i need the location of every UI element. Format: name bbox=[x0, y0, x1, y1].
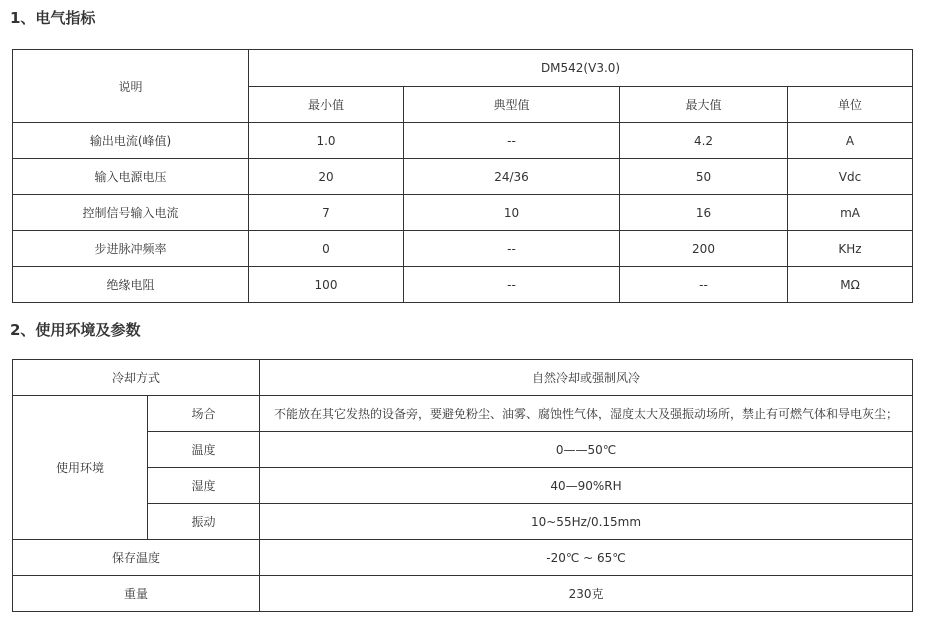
cell-unit: MΩ bbox=[788, 267, 913, 303]
table-row bbox=[13, 504, 913, 540]
weight-value: 230克 bbox=[260, 576, 913, 612]
header-model: DM542(V3.0) bbox=[249, 50, 913, 87]
cell-typical: -- bbox=[404, 231, 620, 267]
usage-environment-label: 使用环境 bbox=[13, 396, 148, 540]
header-description: 说明 bbox=[13, 50, 249, 123]
section-title-electrical: 1、电气指标 bbox=[10, 9, 96, 27]
table-row bbox=[13, 396, 913, 432]
cooling-value: 自然冷却或强制风冷 bbox=[260, 360, 913, 396]
cell-unit: A bbox=[788, 123, 913, 159]
cell-max: -- bbox=[620, 267, 788, 303]
row-label: 控制信号输入电流 bbox=[13, 195, 249, 231]
row-label: 输入电源电压 bbox=[13, 159, 249, 195]
cell-min: 7 bbox=[249, 195, 404, 231]
cell-unit: Vdc bbox=[788, 159, 913, 195]
table-header-row bbox=[13, 50, 913, 87]
cell-max: 50 bbox=[620, 159, 788, 195]
table-row bbox=[13, 159, 913, 195]
usage-value: 40—90%RH bbox=[260, 468, 913, 504]
usage-sub-label: 场合 bbox=[148, 396, 260, 432]
usage-sub-label: 湿度 bbox=[148, 468, 260, 504]
storage-temp-label: 保存温度 bbox=[13, 540, 260, 576]
table-row bbox=[13, 267, 913, 303]
header-max: 最大值 bbox=[620, 87, 788, 123]
table-row bbox=[13, 195, 913, 231]
cell-typical: -- bbox=[404, 267, 620, 303]
table-row bbox=[13, 540, 913, 576]
usage-value: 0——50℃ bbox=[260, 432, 913, 468]
cell-typical: -- bbox=[404, 123, 620, 159]
header-typical: 典型值 bbox=[404, 87, 620, 123]
environment-table bbox=[12, 359, 913, 612]
cell-min: 1.0 bbox=[249, 123, 404, 159]
cell-typical: 10 bbox=[404, 195, 620, 231]
table-row bbox=[13, 576, 913, 612]
row-label: 步进脉冲频率 bbox=[13, 231, 249, 267]
usage-sub-label: 温度 bbox=[148, 432, 260, 468]
storage-temp-value: -20℃ ~ 65℃ bbox=[260, 540, 913, 576]
table-row bbox=[13, 360, 913, 396]
cell-unit: KHz bbox=[788, 231, 913, 267]
cooling-label: 冷却方式 bbox=[13, 360, 260, 396]
usage-sub-label: 振动 bbox=[148, 504, 260, 540]
cell-min: 100 bbox=[249, 267, 404, 303]
cell-min: 0 bbox=[249, 231, 404, 267]
table-row bbox=[13, 468, 913, 504]
table-row bbox=[13, 123, 913, 159]
header-min: 最小值 bbox=[249, 87, 404, 123]
cell-max: 16 bbox=[620, 195, 788, 231]
cell-min: 20 bbox=[249, 159, 404, 195]
cell-max: 200 bbox=[620, 231, 788, 267]
cell-max: 4.2 bbox=[620, 123, 788, 159]
row-label: 绝缘电阻 bbox=[13, 267, 249, 303]
header-unit: 单位 bbox=[788, 87, 913, 123]
table-row bbox=[13, 432, 913, 468]
usage-value: 不能放在其它发热的设备旁，要避免粉尘、油雾、腐蚀性气体，湿度太大及强振动场所，禁止有可燃气体和导电灰尘； bbox=[260, 396, 913, 432]
row-label: 输出电流(峰值) bbox=[13, 123, 249, 159]
section-title-environment: 2、使用环境及参数 bbox=[10, 321, 141, 339]
weight-label: 重量 bbox=[13, 576, 260, 612]
cell-typical: 24/36 bbox=[404, 159, 620, 195]
table-row bbox=[13, 231, 913, 267]
electrical-spec-table bbox=[12, 49, 913, 303]
usage-value: 10~55Hz/0.15mm bbox=[260, 504, 913, 540]
cell-unit: mA bbox=[788, 195, 913, 231]
